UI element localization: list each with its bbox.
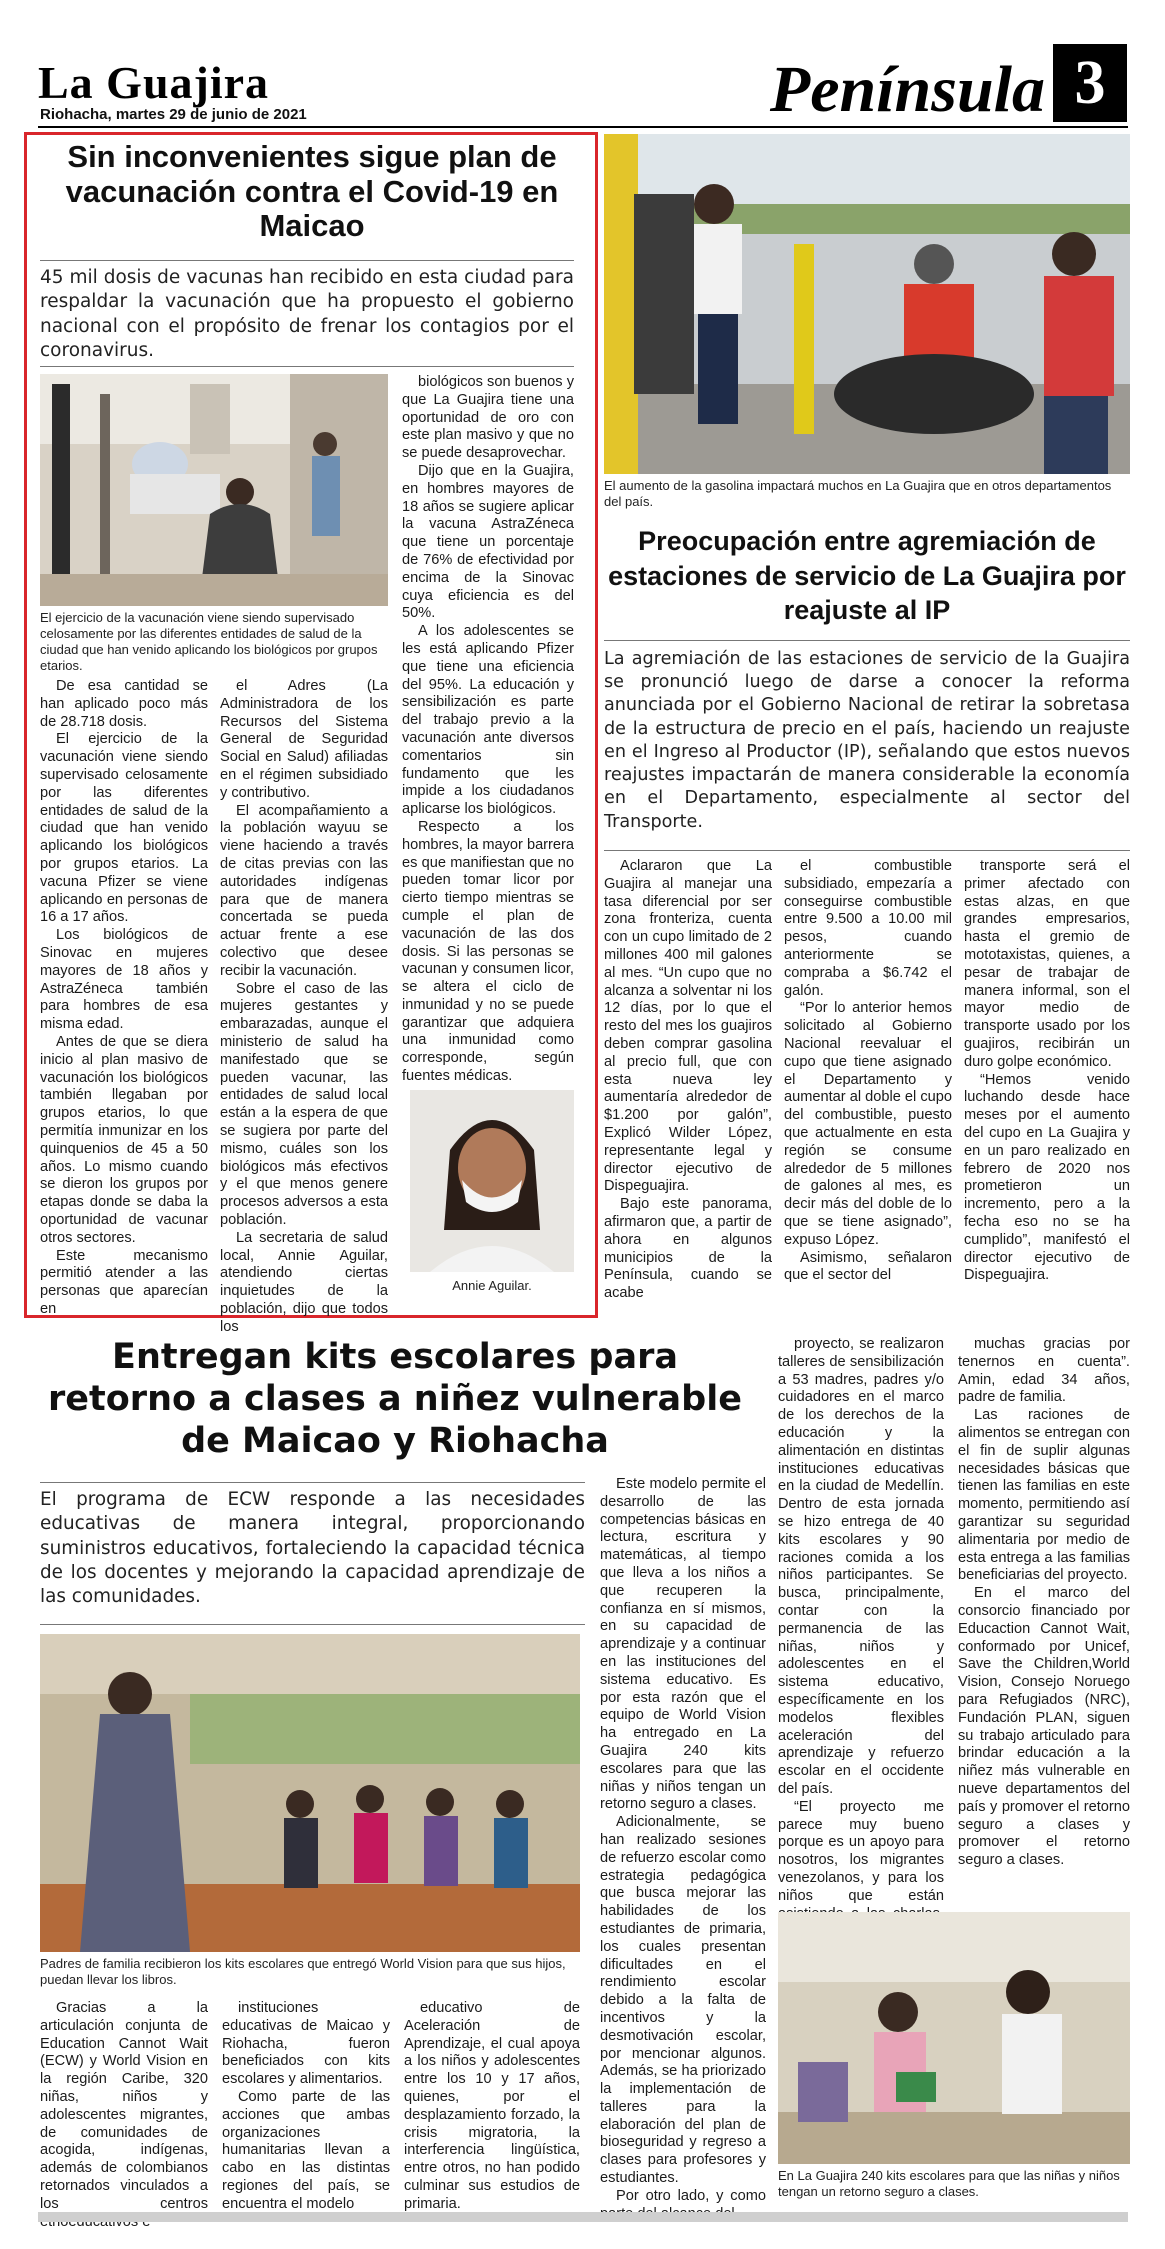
paragraph: Como parte de las acciones que ambas organizaciones humanitarias llevan a cabo en las distintas regiones del país, se encuentra el modelo bbox=[222, 2088, 390, 2212]
dateline: Riohacha, martes 29 de junio de 2021 bbox=[40, 106, 307, 123]
paragraph: El acompañamiento a la población wayuu se viene haciendo a través de citas previas con las autoridades indígenas para que de manera concertada se pueda actuar frente a ese colectivo que desee recibir la vacunación. bbox=[220, 802, 388, 979]
article3-column-5 bbox=[778, 1336, 944, 1904]
masthead: La Guajira bbox=[38, 57, 270, 108]
article3-photo-caption: Padres de familia recibieron los kits escolares que entregó World Vision para que sus hijos, puedan llevar los libros. bbox=[40, 1956, 566, 1987]
divider bbox=[40, 1624, 585, 1625]
article2-lead: La agremiación de las estaciones de servicio de la Guajira se pronunció luego de darse a conocer la reforma anunciada por el Gobierno Nacional de retirar la sobretasa de la estructura de precio en el país, haciendo un reajuste en el Ingreso al Productor (IP), señalando que estos nuevos reajustes impactarán de manera considerable la economía en el Departamento, especialmente al sector del Transporte. bbox=[604, 649, 1130, 832]
paragraph: el combustible subsidiado, empezaría a conseguirse combustible entre 9.500 a 10.00 mil pesos, cuando anteriormente se compraba a $6.742 el galón. bbox=[784, 858, 952, 999]
header-divider bbox=[38, 126, 1128, 128]
article2-photo-caption: El aumento de la gasolina impactará muchos en La Guajira que en otros departamentos del país. bbox=[604, 478, 1112, 509]
paragraph: “El proyecto me parece muy bueno porque es un apoyo para nosotros, los migrantes venezolanos, y para los niños que están bbox=[778, 1798, 944, 1904]
article3-headline: Entregan kits escolares para retorno a clases a niñez vulnerable de Maicao y Riohacha bbox=[48, 1337, 742, 1461]
paragraph: Aclararon que La Guajira al manejar una tasa diferencial por ser zona fronteriza, cuenta con un cupo limitado de 2 millones 400 mil galones al mes. “Un cupo que no alcanza a solventar ni los 12 días, por lo que el resto del mes los guajiros deben comprar gasolina al precio full, que con esta nueva ley aumentaría alrededor de $1.200 por galón”, Explicó Wilder López, representante legal y director ejecutivo de Dispeguajira. bbox=[604, 858, 772, 1195]
children-reading-photo bbox=[778, 1912, 1130, 2164]
paragraph: La secretaria de salud local, Annie Aguilar, atendiendo ciertas inquietudes de la población, dijo que todos los bbox=[220, 1229, 388, 1335]
paragraph: En el marco del consorcio financiado por Educaction Cannot Wait, conformado por Unicef, Save the Children,World Vision, Consejo Noruego para Refugiados (NRC), Fundación PLAN, siguen su trabajo articulado para brindar educación a la niñez más vulnerable en nueve departamentos del país y promover el retorno seguro a clases y promover el retorno seguro a clases. bbox=[958, 1585, 1130, 1869]
paragraph: Por otro lado, y como bbox=[616, 2187, 766, 2204]
article2-headline: Preocupación entre agremiación de estaciones de servicio de La Guajira por reajuste al IP bbox=[608, 526, 1126, 626]
article3-column-4 bbox=[600, 1476, 766, 2206]
paragraph: Bajo este panorama, afirmaron que, a partir de ahora en algunos municipios de la Península, cuando se acabe bbox=[604, 1196, 772, 1302]
article1-lead: 45 mil dosis de vacunas han recibido en esta ciudad para respaldar la vacunación que ha propuesto el gobierno nacional con el propósito de frenar los contagios por el coronavirus. bbox=[40, 267, 574, 362]
paragraph: “Hemos venido luchando desde hace meses por el aumento del cupo en La Guajira y en un paro realizado en febrero de 2020 nos prometieron un incremento, pero a la fecha eso no se ha cumplido”, manifestó el director ejecutivo de Dispeguajira. bbox=[964, 1071, 1130, 1284]
article3-lead: El programa de ECW responde a las necesidades educativas de manera integral, proporcionando suministros educativos, fortaleciendo la capacidad técnica de los docentes y mejorando la capacidad aprendizaje de las comunidades. bbox=[40, 1489, 585, 1608]
paragraph: transporte será el primer afectado con estas alzas, en que grandes empresarios, hasta el gremio de mototaxistas, quienes, a pesar de trabajar de manera informal, son el mayor medio de transporte usado por los guajiros, recibirán un duro golpe económico. bbox=[964, 858, 1130, 1070]
paragraph: biológicos son buenos y que La Guajira tiene una oportunidad de oro con este plan masivo y que no se puede desaprovechar. bbox=[402, 374, 574, 462]
paragraph: De esa cantidad se han aplicado poco más de 28.718 dosis. bbox=[40, 678, 208, 730]
portrait-caption: Annie Aguilar. bbox=[452, 1278, 532, 1293]
paragraph: instituciones educativas de Maicao y Riohacha, fueron beneficiados con kits escolares y alimentarios. bbox=[222, 2000, 390, 2088]
divider bbox=[604, 640, 1130, 641]
paragraph: proyecto, se realizaron talleres de sensibilización a 53 madres, padres y/o cuidadores en el marco de los derechos de la educación y la alimentación en distintas instituciones educativas en la ciudad de Medellín. Dentro de esta jornada se hizo entrega de 40 kits escolares y 90 raciones comida a los niños participantes. Se busca, principalmente, contar con la permanencia de las niñas, niños y adolescentes en el sistema educativo, específicamente en los modelos flexibles aceleración del aprendizaje y refuerzo escolar en el occidente del país. bbox=[778, 1336, 944, 1797]
paragraph: Adicionalmente, se han realizado sesiones de refuerzo escolar como estrategia pedagógica que busca mejorar las habilidades de los estudiantes de primaria, los cuales presentan dificultades en el rendimiento escolar debido a la falta de incentivos y la desmotivación escolar, por mencionar algunos. Además, se ha priorizado la implementación de talleres para la elaboración del plan de bioseguridad y regreso a clases para profesores y estudiantes. bbox=[600, 1814, 766, 2187]
paragraph: “Por lo anterior hemos solicitado al Gobierno Nacional reevaluar el cupo que tiene asignado el Departamento y aumentar al doble el cupo del combustible, puesto que actualmente en esta región se consume alrededor de 5 millones de galones al mes, es decir más del doble de lo que se tiene asignado”, expuso López. bbox=[784, 1000, 952, 1248]
article1-headline: Sin inconvenientes sigue plan de vacunación contra el Covid-19 en Maicao bbox=[65, 139, 559, 244]
paragraph: Sobre el caso de las mujeres gestantes y embarazadas, aunque el ministerio de salud ha manifestado que se pueden vacunar, las entidades de salud local están a la espera de que se sugiera por parte del mismo, cuáles son los biológicos más efectivos y el que menos genere procesos adversos a esta población. bbox=[220, 980, 388, 1228]
paragraph: Respecto a los hombres, la mayor barrera es que manifiestan que no pueden tomar licor por cierto tiempo mientras se cumple el plan de vacunación de las dos dosis. Si las personas se vacunan y consumen licor, se altera el ciclo de inmunidad y no se puede garantizar que adquiera una inmunidad como corresponde, según fuentes médicas. bbox=[402, 818, 574, 1085]
article1-column-2 bbox=[220, 678, 388, 1335]
article3-photo2-caption: En La Guajira 240 kits escolares para que las niñas y niños tengan un retorno seguro a clases. bbox=[778, 2168, 1120, 2199]
paragraph: Dijo que en la Guajira, en hombres mayores de 18 años se sugiere aplicar la vacuna AstraZéneca que tiene un porcentaje de 76% de efectividad por encima de la Sinovac cuya eficiencia es del 50%. bbox=[402, 462, 574, 622]
paragraph: Asimismo, señalaron que el sector del bbox=[784, 1249, 952, 1284]
paragraph: Los biológicos de Sinovac en mujeres mayores de 18 años y AstraZéneca también para hombres de esa misma edad. bbox=[40, 927, 208, 1033]
paragraph: Antes de que se diera inicio al plan masivo de vacunación los biológicos también llegaban por grupos etarios, lo que permitía inmunizar en los quinquenios de 45 a 50 años. Lo mismo cuando se dieron los grupos por etapas donde se daba la oportunidad de vacunar otros sectores. bbox=[40, 1033, 208, 1246]
paragraph: educativo de Aceleración de Aprendizaje, el cual apoya a los niños y adolescentes entre los 10 y 17 años, quienes, por el desplazamiento forzado, la crisis migratoria, la interferencia lingüística, entre otros, no han podido culminar sus estudios de primaria. bbox=[404, 2000, 580, 2212]
school-kits-photo bbox=[40, 1634, 580, 1952]
article2-column-3 bbox=[964, 858, 1130, 1308]
article3-column-3 bbox=[404, 2000, 580, 2212]
divider bbox=[40, 1482, 585, 1483]
paragraph: Gracias a la articulación conjunta de Education Cannot Wait (ECW) y World Vision en la región Caribe, 320 niñas, niños y adolescentes migrantes, de comunidades de acogida, indígenas, además de colombianos retornados vinculados a los centros bbox=[40, 2000, 208, 2212]
article1-column-1 bbox=[40, 678, 208, 1317]
paragraph: Este mecanismo permitió atender a las personas que aparecían en bbox=[40, 1247, 208, 1317]
paragraph: A los adolescentes se les está aplicando Pfizer que tiene una eficiencia del 95%. La educación y sensibilización es parte del trabajo previo a la vacunación ante diversos comentarios sin fundamento que les impide a los ciudadanos aplicarse los biológicos. bbox=[402, 623, 574, 818]
paragraph: muchas gracias por tenernos en cuenta”. Amin, edad 34 años, padre de familia. bbox=[958, 1336, 1130, 1406]
paragraph: Las raciones de alimentos se entregan con el fin de suplir algunas necesidades básicas que tienen las familias en este momento, permitiendo así garantizar su seguridad alimentaria por medio de esta entrega a las familias beneficiarias del proyecto. bbox=[958, 1407, 1130, 1584]
page-number: 3 bbox=[1053, 44, 1127, 122]
vaccination-photo bbox=[40, 374, 388, 606]
article1-column-3 bbox=[402, 374, 574, 1088]
paragraph: El ejercicio de la vacunación viene siendo supervisado celosamente por las diferentes entidades de salud de la ciudad que han venido aplicando los biológicos por grupos etarios. La vacuna Pfizer se viene aplicando en personas de 16 a 17 años. bbox=[40, 731, 208, 926]
article3-column-6 bbox=[958, 1336, 1130, 1904]
article2-column-2 bbox=[784, 858, 952, 1308]
divider bbox=[40, 260, 574, 261]
paragraph: el Adres (La Administradora de los Recursos del Sistema General de Seguridad Social en Salud) afiliadas en el régimen subsidiado y contributivo. bbox=[220, 678, 388, 801]
gas-station-photo bbox=[604, 134, 1130, 474]
article1-photo-caption: El ejercicio de la vacunación viene siendo supervisado celosamente por las diferentes entidades de salud de la ciudad que han venido aplicando los biológicos por grupos etarios. bbox=[40, 610, 378, 673]
divider bbox=[604, 850, 1130, 851]
article3-column-1 bbox=[40, 2000, 208, 2212]
footer-bar bbox=[38, 2212, 1128, 2222]
article3-column-2 bbox=[222, 2000, 390, 2212]
paragraph: Este modelo permite el desarrollo de las competencias básicas en lectura, escritura y matemáticas, al tiempo que lleva a los niños a que recuperen la confianza en sí mismos, en su capacidad de aprendizaje y a continuar en las instituciones del sistema educativo. Es por esta razón que el equipo de World Vision ha entregado en La Guajira 240 kits escolares para que las niñas y niños tengan un retorno seguro a clases. bbox=[600, 1476, 766, 1813]
article2-column-1 bbox=[604, 858, 772, 1308]
divider bbox=[40, 366, 574, 367]
section-title: Península bbox=[769, 53, 1045, 126]
annie-aguilar-portrait bbox=[410, 1090, 574, 1272]
